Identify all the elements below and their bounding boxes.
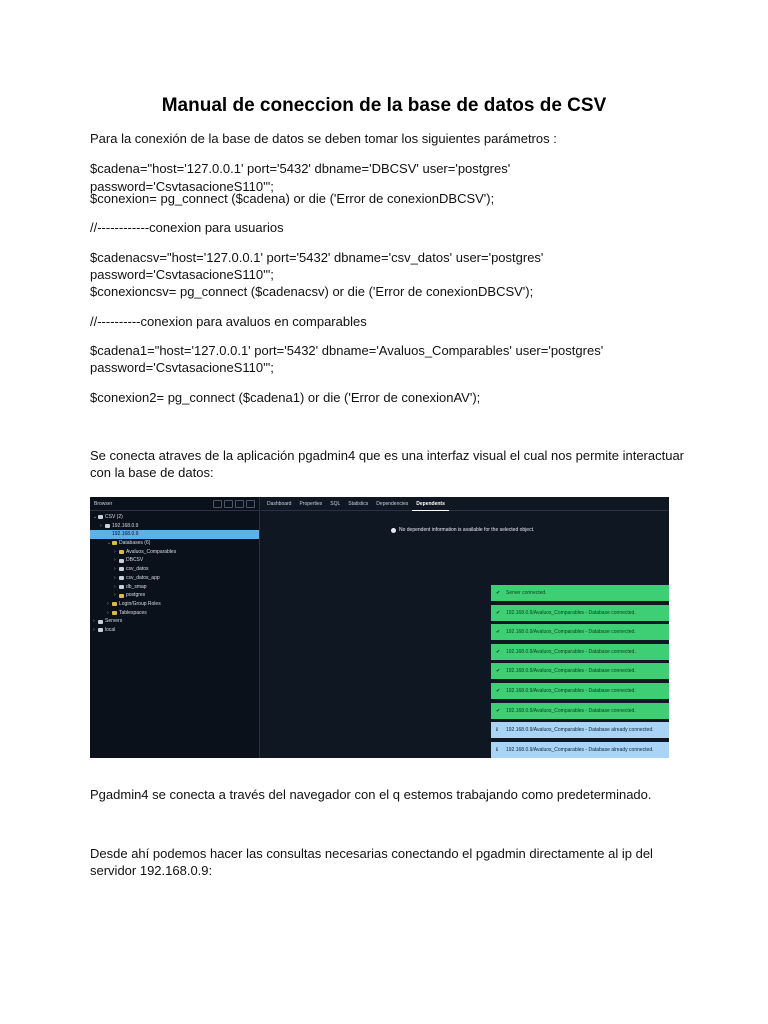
check-icon: ✔ <box>496 648 501 655</box>
node-icon <box>119 576 124 580</box>
chevron-down-icon[interactable]: ⌄ <box>107 540 112 547</box>
tree-node-label: Servers <box>105 618 123 625</box>
tab-bar <box>261 497 669 511</box>
node-icon <box>119 559 124 563</box>
tree-node-label: CSV (2) <box>105 514 123 520</box>
toast-text: 192.168.0.9/Avaluos_Comparables - Database already connected. <box>506 727 654 734</box>
node-icon <box>119 594 124 598</box>
browser-header <box>90 497 259 511</box>
comment-avaluos: //----------conexion para avaluos en comparables <box>90 314 367 329</box>
tree-node[interactable] <box>90 600 259 609</box>
tree-node[interactable] <box>90 591 259 600</box>
node-icon <box>112 602 117 606</box>
toast-text: 192.168.0.9/Avaluos_Comparables - Database connected. <box>506 707 636 714</box>
document-title: Manual de coneccion de la base de datos de CSV <box>161 95 607 116</box>
info-icon: ℹ <box>496 727 498 734</box>
tree-node-label: Databases (6) <box>119 540 151 547</box>
chevron-right-icon[interactable]: › <box>114 574 116 581</box>
main-panel <box>261 497 669 758</box>
tree-node-label: 192.168.0.9 <box>112 531 139 538</box>
check-icon: ✔ <box>496 668 501 675</box>
intro-paragraph: Para la conexión de la base de datos se deben tomar los siguientes parámetros : <box>90 131 557 146</box>
chevron-right-icon[interactable]: › <box>114 548 116 555</box>
conexion-line: $conexion= pg_connect ($cadena) or die ('Error de conexionDBCSV'); <box>90 191 495 206</box>
browser-panel <box>90 497 260 758</box>
tab-sql[interactable]: SQL <box>330 500 341 507</box>
toast-notification <box>491 683 669 699</box>
toast-text: Server connected. <box>506 590 547 596</box>
consultas-paragraph-2: servidor 192.168.0.9: <box>90 863 213 878</box>
tree-node-label: csv_datos_app <box>126 574 160 581</box>
consultas-paragraph-1: Desde ahí podemos hacer las consultas necesarias conectando el pgadmin directamente al ip del <box>90 846 653 861</box>
node-icon <box>98 515 103 519</box>
cadena1-line-1: $cadena1="host='127.0.0.1' port='5432' dbname='Avaluos_Comparables' user='postgres' <box>90 343 604 358</box>
chevron-right-icon[interactable]: › <box>107 600 109 607</box>
tree-node[interactable] <box>90 513 259 522</box>
node-icon <box>112 541 117 545</box>
tab-dependencies[interactable]: Dependencies <box>376 500 409 507</box>
chevron-right-icon[interactable]: › <box>107 609 109 616</box>
toast-text: 192.168.0.9/Avaluos_Comparables - Database connected. <box>506 609 636 616</box>
dependents-message <box>391 527 534 533</box>
pgadmin-paragraph-2: con la base de datos: <box>90 465 214 480</box>
tab-properties[interactable]: Properties <box>299 500 323 507</box>
search-icon <box>246 500 255 508</box>
info-icon: ℹ <box>496 746 498 753</box>
toast-notification <box>491 703 669 719</box>
chevron-right-icon[interactable]: › <box>114 566 116 573</box>
chevron-right-icon[interactable]: › <box>114 592 116 599</box>
node-icon <box>112 611 117 615</box>
tree-node[interactable] <box>90 522 259 531</box>
tab-dashboard[interactable]: Dashboard <box>267 500 292 507</box>
chevron-down-icon[interactable]: ⌄ <box>100 531 105 538</box>
tree-node[interactable] <box>90 617 259 626</box>
pgadmin-screenshot <box>90 497 669 758</box>
node-icon <box>119 585 124 589</box>
toast-text: 192.168.0.9/Avaluos_Comparables - Database connected. <box>506 629 636 636</box>
node-icon <box>105 533 110 537</box>
node-icon <box>119 567 124 571</box>
tree-node[interactable] <box>90 565 259 574</box>
toast-text: 192.168.0.9/Avaluos_Comparables - Database connected. <box>506 668 636 675</box>
tree-node-label: Tablespaces <box>119 609 147 616</box>
tree-node-label: postgres <box>126 592 146 599</box>
object-tree <box>90 511 259 635</box>
table-icon <box>224 500 233 508</box>
toast-notification <box>491 624 669 640</box>
toast-text: 192.168.0.9/Avaluos_Comparables - Database already connected. <box>506 746 654 753</box>
tree-node-label: local <box>105 626 116 633</box>
dependents-message-text: No dependent information is available for the selected object. <box>399 527 535 533</box>
node-icon <box>105 524 110 528</box>
tree-node[interactable] <box>90 548 259 557</box>
toast-notification <box>491 644 669 660</box>
info-icon <box>391 528 396 533</box>
check-icon: ✔ <box>496 590 501 596</box>
chevron-right-icon[interactable]: › <box>93 618 95 625</box>
comment-usuarios: //------------conexion para usuarios <box>90 220 284 235</box>
tree-node-label: DBCSV <box>126 557 144 564</box>
check-icon: ✔ <box>496 707 501 714</box>
tab-dependents[interactable]: Dependents <box>412 497 449 511</box>
toast-notification <box>491 585 669 601</box>
tree-node-label: Avaluos_Comparables <box>126 548 177 555</box>
check-icon: ✔ <box>496 688 501 694</box>
chevron-right-icon[interactable]: › <box>100 522 102 529</box>
tree-node[interactable] <box>90 530 259 539</box>
cadena-line: $cadena="host='127.0.0.1' port='5432' dbname='DBCSV' user='postgres' password='CsvtasacioneS110'"; <box>90 161 511 194</box>
navegador-paragraph: Pgadmin4 se conecta a través del navegador con el q estemos trabajando como predeterminado. <box>90 787 652 802</box>
browser-label: Browser <box>94 500 113 507</box>
db-icon <box>213 500 222 508</box>
check-icon: ✔ <box>496 609 501 616</box>
cadenacsv-line-2: password='CsvtasacioneS110'"; <box>90 267 274 282</box>
tree-node[interactable] <box>90 539 259 548</box>
chevron-right-icon[interactable]: › <box>93 626 95 633</box>
conexioncsv-line: $conexioncsv= pg_connect ($cadenacsv) or die ('Error de conexionDBCSV'); <box>90 284 534 299</box>
toast-text: 192.168.0.9/Avaluos_Comparables - Database connected. <box>506 688 636 694</box>
tree-node[interactable] <box>90 574 259 583</box>
tree-node-label: 192.168.0.9 <box>112 522 139 529</box>
chevron-right-icon[interactable]: › <box>114 557 116 564</box>
toast-text: 192.168.0.9/Avaluos_Comparables - Database connected. <box>506 648 636 655</box>
node-icon <box>119 550 124 554</box>
node-icon <box>98 628 103 632</box>
toast-notification <box>491 742 669 758</box>
chevron-down-icon[interactable]: ⌄ <box>93 514 98 520</box>
cadena1-line-2: password='CsvtasacioneS110'"; <box>90 360 274 375</box>
cadenacsv-line-1: $cadenacsv="host='127.0.0.1' port='5432' dbname='csv_datos' user='postgres' <box>90 250 544 265</box>
tree-node-label: Login/Group Roles <box>119 600 161 607</box>
tree-node-label: csv_datos <box>126 566 149 573</box>
tree-node[interactable] <box>90 609 259 618</box>
toast-notification <box>491 722 669 738</box>
tab-statistics[interactable]: Statistics <box>348 500 369 507</box>
conexion2-line: $conexion2= pg_connect ($cadena1) or die ('Error de conexionAV'); <box>90 390 481 405</box>
tree-node[interactable] <box>90 556 259 565</box>
check-icon: ✔ <box>496 629 501 636</box>
tree-node[interactable] <box>90 583 259 592</box>
pgadmin-paragraph-1: Se conecta atraves de la aplicación pgadmin4 que es una interfaz visual el cual nos permite interactuar <box>90 448 685 463</box>
tree-node-label: db_smap <box>126 583 147 590</box>
node-icon <box>98 620 103 624</box>
toast-notification <box>491 663 669 679</box>
filter-icon <box>235 500 244 508</box>
chevron-right-icon[interactable]: › <box>114 583 116 590</box>
tree-node[interactable] <box>90 626 259 635</box>
toast-notification <box>491 605 669 621</box>
